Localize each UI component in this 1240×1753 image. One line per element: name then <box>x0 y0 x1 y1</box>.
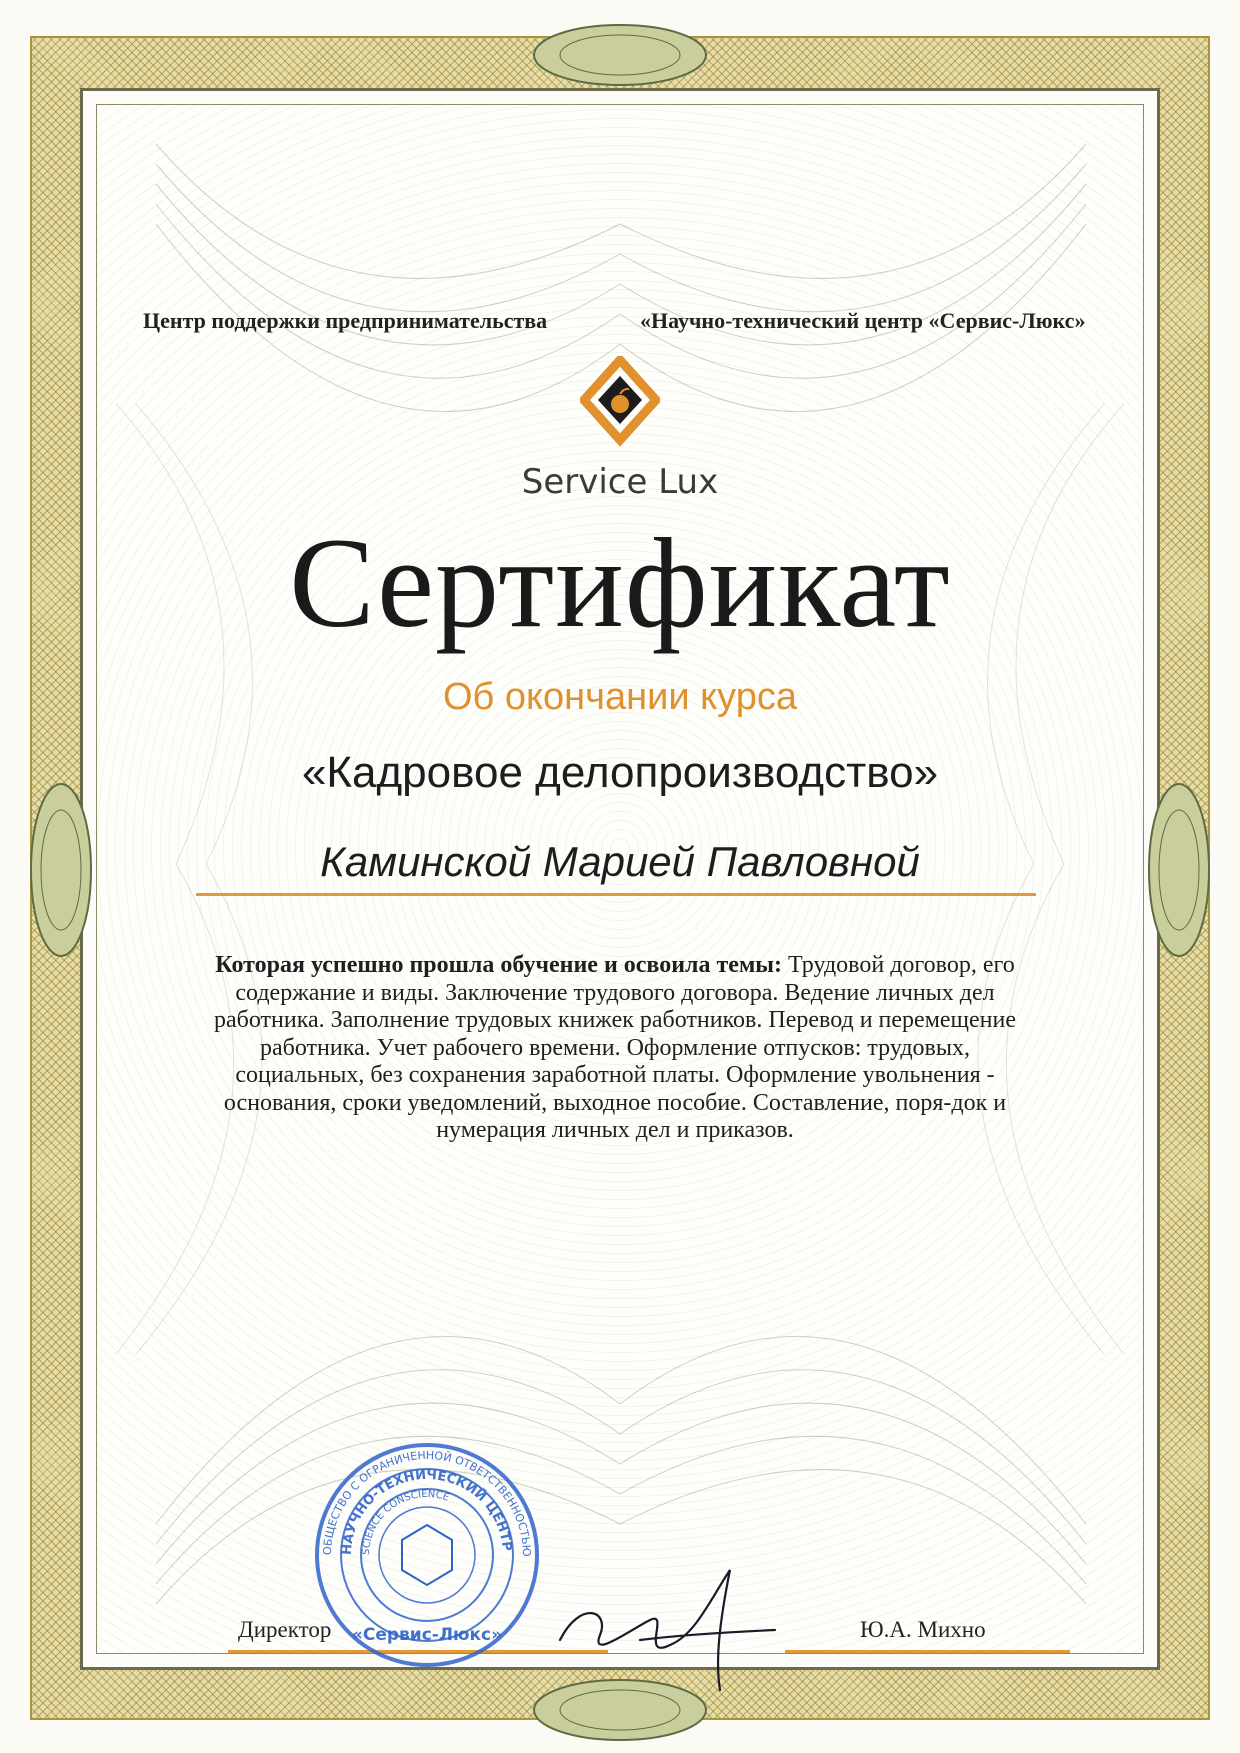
official-stamp <box>312 1440 542 1670</box>
topics-paragraph <box>205 952 1025 1145</box>
topics-text: Трудовой договор, его содержание и виды. Заключение трудового договора. Ведение личных дел работника. Заполнение трудовых книжек работников. Перевод и перемещение работника. Учет рабочего времени. Оформление отпусков: трудовых, социальных, без сохранения заработной платы. Оформление увольнения - основания, сроки уведомлений, выходное пособие. Составление, поря-док и нумерация личных дел и приказов. <box>213 952 1017 1143</box>
top-medallion <box>530 20 710 90</box>
signature-line-right <box>785 1650 1070 1653</box>
header-right-org: «Научно-технический центр «Сервис-Люкс» <box>640 308 1086 333</box>
stamp-latin-text: SCIENCE CONSCIENCE <box>360 1488 451 1556</box>
stamp-middle-text: НАУЧНО-ТЕХНИЧЕСКИЙ ЦЕНТР <box>339 1467 514 1556</box>
recipient-underline <box>196 893 1036 896</box>
diamond-apple-icon <box>580 356 660 456</box>
stamp-outer-text: ОБЩЕСТВО С ОГРАНИЧЕННОЙ ОТВЕТСТВЕННОСТЬЮ <box>320 1448 534 1557</box>
certificate-title: Сертификат <box>289 512 951 654</box>
topics-lead: Которая успешно прошла обучение и освоила темы: <box>215 952 783 978</box>
certificate-subtitle: Об окончании курса <box>442 676 797 718</box>
director-label: Директор <box>238 1617 332 1642</box>
handwritten-signature <box>520 1540 780 1700</box>
director-name: Ю.А. Михно <box>860 1617 986 1642</box>
service-lux-logo-text: Service Lux <box>521 462 719 502</box>
stamp-bottom-text: «Сервис-Люкс» <box>351 1625 503 1645</box>
course-name: «Кадровое делопроизводство» <box>301 748 939 797</box>
header-left-org: Центр поддержки предпринимательства <box>143 308 548 333</box>
stamp-emblem-icon <box>402 1525 452 1585</box>
recipient-name: Каминской Марией Павловной <box>320 838 920 885</box>
